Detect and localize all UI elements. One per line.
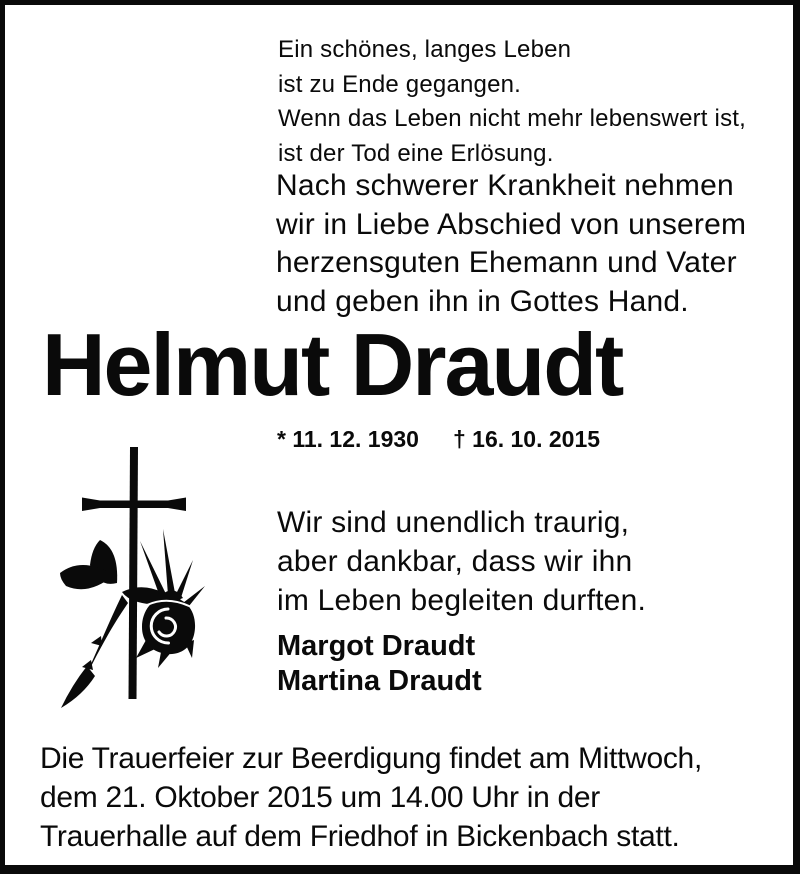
mourner-name: Martina Draudt (277, 665, 482, 697)
birth-date: * 11. 12. 1930 (277, 426, 419, 452)
funeral-line: Die Trauerfeier zur Beerdigung findet am Mittwoch, (40, 742, 702, 775)
tribute-line: im Leben begleiten durften. (277, 584, 646, 617)
epigraph-line: ist der Tod eine Erlösung. (278, 139, 554, 167)
intro-line: herzensguten Ehemann und Vater (276, 246, 737, 279)
mourners-list (277, 629, 482, 699)
funeral-line: dem 21. Oktober 2015 um 14.00 Uhr in der (40, 781, 600, 814)
mourner-name: Margot Draudt (277, 630, 476, 662)
deceased-name: Helmut Draudt (42, 315, 623, 414)
funeral-line: Trauerhalle auf dem Friedhof in Bickenbach statt. (40, 820, 680, 853)
tribute-line: aber dankbar, dass wir ihn (277, 545, 633, 578)
epigraph-line: Ein schönes, langes Leben (278, 36, 572, 63)
intro-line: wir in Liebe Abschied von unserem (276, 207, 747, 241)
intro-line: Nach schwerer Krankheit nehmen (276, 169, 734, 202)
epigraph-line: ist zu Ende gegangen. (278, 70, 522, 98)
tribute-paragraph (277, 503, 646, 620)
life-dates (277, 426, 600, 453)
death-date: † 16. 10. 2015 (452, 426, 601, 452)
intro-line: und geben ihn in Gottes Hand. (276, 284, 689, 318)
funeral-info (40, 739, 702, 856)
cross-rose-icon (42, 437, 257, 722)
tribute-line: Wir sind unendlich traurig, (277, 506, 630, 539)
epigraph-line: Wenn das Leben nicht mehr lebenswert ist, (278, 105, 747, 132)
epigraph-verse (278, 33, 746, 171)
intro-paragraph (276, 167, 746, 321)
